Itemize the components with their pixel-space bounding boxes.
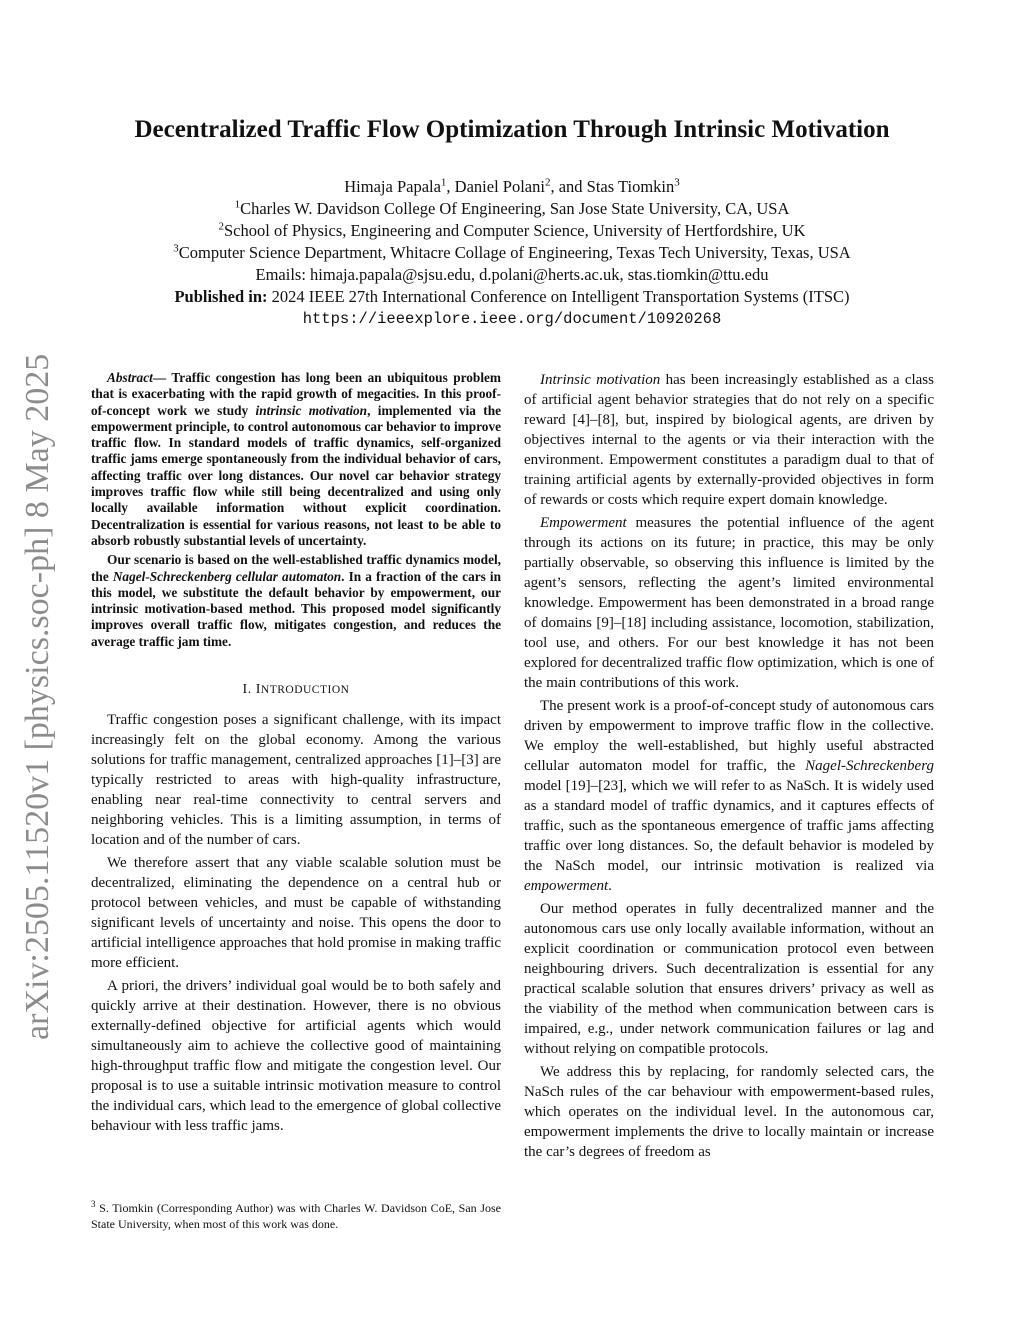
section-title-rest: NTRODUCTION bbox=[260, 684, 350, 697]
right-p1-em: Intrinsic motivation bbox=[540, 372, 661, 388]
author-3-sup: 3 bbox=[674, 176, 680, 189]
abstract-p2-a: Our scenario is based on the well-established traffic dynamics model, the bbox=[91, 552, 501, 584]
section-number: I. bbox=[242, 682, 256, 698]
right-p3-b: model [19]–[23], which we will refer to as NaSch. It is widely used as a standard model of traffic dynamics, and it captures effects of traffic, such as the spontaneous emergence of traffic jams affecting traffic over long distances. So, the default behavior is modeled by the NaSch model, our intrinsic motivation is realized via bbox=[524, 778, 934, 874]
affiliation-2-sup: 2 bbox=[218, 220, 224, 233]
affiliation-1-sup: 1 bbox=[234, 198, 241, 211]
affiliation-1-text: Charles W. Davidson College Of Engineering, San Jose State University, CA, USA bbox=[240, 199, 790, 218]
affiliation-1 bbox=[0, 198, 1024, 220]
doi-link[interactable]: https://ieeexplore.ieee.org/document/10920268 bbox=[302, 310, 722, 328]
right-p3-c: . bbox=[608, 878, 612, 894]
published-text: 2024 IEEE 27th International Conference on Intelligent Transportation Systems (ITSC) bbox=[267, 287, 850, 306]
emails: Emails: himaja.papala@sjsu.edu, d.polani@herts.ac.uk, stas.tiomkin@ttu.edu bbox=[255, 265, 769, 284]
abstract-p2-em: Nagel-Schreckenberg cellular automaton bbox=[112, 568, 342, 584]
affiliation-2-text: School of Physics, Engineering and Computer Science, University of Hertfordshire, UK bbox=[223, 221, 806, 240]
abstract-p1-b: , implemented via the empowerment principle, to control autonomous car behavior to improve traffic flow. In standard models of traffic dynamics, self-organized traffic jams emerge spontaneously from the individual behavior of cars, affecting traffic over long distances. Our novel car behavior strategy improves traffic flow while still being decentralized and using only locally available information without explicit coordination. Decentralization is essential for various reasons, not least to be able to absorb robustly substantial levels of uncertainty. bbox=[91, 402, 502, 548]
right-p2-em: Empowerment bbox=[540, 515, 627, 531]
right-p2-text: measures the potential influence of the agent through its actions on its future; in practice, this may be only partially observable, so observing this influence is limited by the agent’s sensors, reflecting the agent’s limited environmental knowledge. Empowerment has been demonstrated in a broad range of domains [9]–[18] including assistance, locomotion, stabilization, tool use, and others. For our best knowledge it has not been explored for decentralized traffic flow optimization, which is one of the main contributions of this work. bbox=[524, 515, 934, 691]
section-title-first: I bbox=[255, 682, 261, 698]
affiliation-3 bbox=[0, 242, 1024, 264]
author-1-sup: 1 bbox=[440, 176, 447, 189]
intro-paragraph-3: A priori, the drivers’ individual goal would be to both safely and quickly arrive at their destination. However, there is no obvious externally-defined objective for artificial agents which would simultaneously aim to achieve the collective good of maintaining high-throughput traffic flow and mitigate the congestion level. Our proposal is to use a suitable intrinsic motivation measure to control the individual cars, which lead to the emergence of global collective behaviour with less traffic jams. bbox=[91, 978, 501, 1135]
intro-paragraph-2: We therefore assert that any viable scalable solution must be decentralized, eliminating the dependence on a central hub or protocol between vehicles, and must be capable of withstanding significant levels of uncertainty and noise. This opens the door to artificial intelligence approaches that hold promise in making traffic more efficient. bbox=[91, 855, 501, 972]
front-matter bbox=[0, 176, 1024, 330]
author-2-sup: 2 bbox=[544, 176, 551, 189]
author-2: , Daniel Polani bbox=[446, 177, 545, 196]
intro-paragraph-1: Traffic congestion poses a significant challenge, with its impact increasingly felt on the global economy. Among the various solutions for traffic management, centralized approaches [1]–[3] are typically restricted to areas with high-quality infrastructure, enabling near real-time connectivity to central servers and neighboring vehicles. This is a limiting assumption, in terms of location and of the number of cars. bbox=[91, 712, 501, 849]
right-paragraph-3 bbox=[524, 696, 934, 896]
author-line bbox=[0, 176, 1024, 198]
right-paragraph-5: We address this by replacing, for randomly selected cars, the NaSch rules of the car behaviour with empowerment-based rules, which operates on the individual level. In the autonomous car, empowerment implements the drive to locally maintain or increase the car’s degrees of freedom as bbox=[524, 1064, 934, 1160]
author-1: Himaja Papala bbox=[344, 177, 441, 196]
published-label: Published in: bbox=[174, 287, 268, 306]
right-paragraph-1 bbox=[524, 370, 934, 510]
published-line bbox=[0, 286, 1024, 308]
right-p3-a: The present work is a proof-of-concept study of autonomous cars driven by empowerment to improve traffic flow in the collective. We employ the well-established, but highly useful abstracted cellular automaton model for traffic, the bbox=[524, 698, 934, 774]
affiliation-2 bbox=[0, 220, 1024, 242]
abstract-p1-em: intrinsic motivation bbox=[255, 402, 368, 418]
left-column bbox=[91, 370, 501, 1139]
abstract-paragraph-1 bbox=[91, 370, 501, 549]
right-paragraph-2 bbox=[524, 513, 934, 693]
abstract-paragraph-2 bbox=[91, 552, 501, 650]
right-p3-em: Nagel-Schreckenberg bbox=[805, 758, 934, 774]
footnote-sup: 3 bbox=[91, 1199, 96, 1209]
right-paragraph-4: Our method operates in fully decentralized manner and the autonomous cars use only locally available information, without an explicit coordination or communication protocol even between neighbouring drivers. Such decentralization is essential for any practical scalable solution that ensures drivers’ privacy as well as the viability of the method when communication between cars is impaired, e.g., under network communication failures or lag and without relying on compatible protocols. bbox=[524, 901, 934, 1057]
right-p1-text: has been increasingly established as a class of artificial agent behavior strategies that do not rely on a specific reward [4]–[8], but, inspired by biological agents, are driven by objectives internal to the agents or via their interaction with the environment. Empowerment constitutes a paradigm dual to that of training artificial agents by externally-provided objectives in form of rewards or costs which require expert domain knowledge. bbox=[524, 372, 934, 508]
footnote-text: S. Tiomkin (Corresponding Author) was with Charles W. Davidson CoE, San Jose State University, when most of this work was done. bbox=[91, 1201, 501, 1231]
right-column bbox=[524, 370, 934, 1165]
affiliation-3-sup: 3 bbox=[173, 242, 179, 255]
footnote bbox=[91, 1196, 501, 1232]
paper-title: Decentralized Traffic Flow Optimization Through Intrinsic Motivation bbox=[134, 116, 890, 143]
abstract-label: Abstract bbox=[107, 370, 153, 385]
section-heading-introduction bbox=[91, 680, 501, 700]
arxiv-stamp: arXiv:2505.11520v1 [physics.soc-ph] 8 May 2025 bbox=[19, 353, 56, 1040]
right-p3-em2: empowerment bbox=[524, 878, 609, 894]
abstract-p1-a: Traffic congestion has long been an ubiquitous problem that is exacerbating with the rapid growth of megacities. In this proof-of-concept work we study bbox=[91, 370, 501, 418]
abstract-dash: — bbox=[152, 370, 167, 385]
author-3: , and Stas Tiomkin bbox=[550, 177, 675, 196]
abstract-p2-b: . In a fraction of the cars in this model, we substitute the default behavior by empowerment, our intrinsic motivation-based method. This proposed model significantly improves overall traffic flow, mitigates congestion, and reduces the average traffic jam time. bbox=[91, 568, 501, 649]
affiliation-3-text: Computer Science Department, Whitacre Collage of Engineering, Texas Tech University, Texas, USA bbox=[178, 243, 851, 262]
